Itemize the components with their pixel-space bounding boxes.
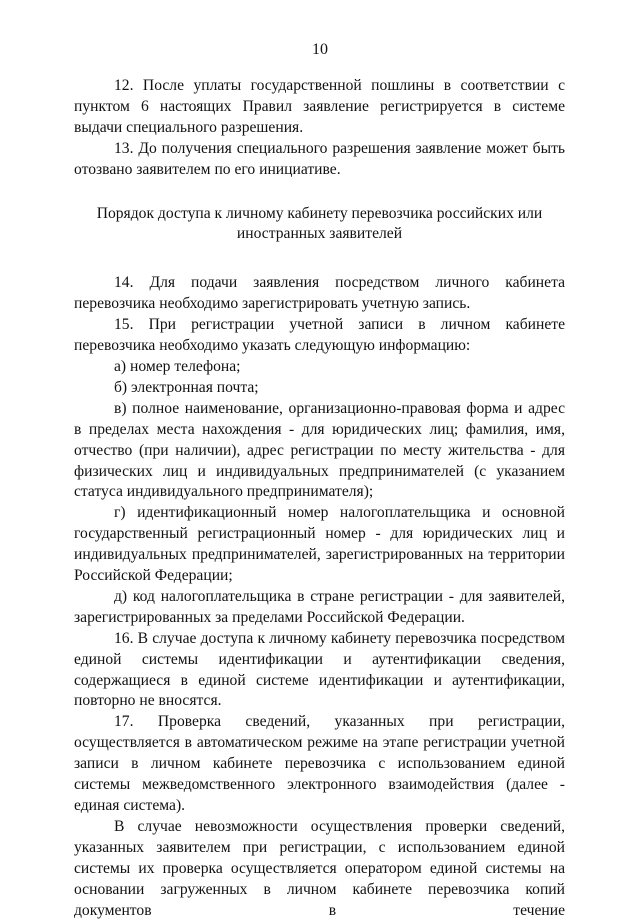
list-item-a: а) номер телефона; [114,357,241,375]
list-item-v: в) полное наименование, организационно-правовая форма и адрес в пределах места нахождения - для юридических лиц; фамилия, имя, отчество (при наличии), адрес регистрации по месту жительства - для физических лиц и индивидуальных предпринимателей (с указанием статуса индивидуального предпринимателя); [74,399,565,501]
section-heading: Порядок доступа к личному кабинету перевозчика российских или иностранных заявителей [96,204,543,243]
list-item-b: б) электронная почта; [114,378,259,396]
paragraph-14: 14. Для подачи заявления посредством личного кабинета перевозчика необходимо зарегистрировать учетную запись. [74,274,565,313]
document-body [74,76,565,921]
paragraph-13: 13. До получения специального разрешения заявление может быть отозвано заявителем по его инициативе. [74,139,565,178]
paragraph-16: 16. В случае доступа к личному кабинету перевозчика посредством единой системы идентификации и аутентификации сведения, содержащиеся в единой системе идентификации и аутентификации, повторно не вносятся. [74,629,565,710]
list-item-g: г) идентификационный номер налогоплательщика и основной государственный регистрационный номер - для юридических лиц и индивидуальных предпринимателей, зарегистрированных на территории Российской Федерации; [74,504,565,585]
list-item-d: д) код налогоплательщика в стране регистрации - для заявителей, зарегистрированных за пределами Российской Федерации. [74,587,565,626]
paragraph-17: 17. Проверка сведений, указанных при регистрации, осуществляется в автоматическом режиме на этапе регистрации учетной записи в личном кабинете перевозчика с использованием единой системы межведомственного электронного взаимодействия (далее - единая система). [74,713,565,814]
page-number: 10 [312,41,328,58]
paragraph-17-continuation: В случае невозможности осуществления проверки сведений, указанных заявителем при регистрации, с использованием единой системы их проверка осуществляется оператором единой системы на основании загруженных в личном кабинете перевозчика копий документов в течение [74,817,565,919]
paragraph-12: 12. После уплаты государственной пошлины в соответствии с пунктом 6 настоящих Правил заявление регистрируется в системе выдачи специального разрешения. [74,77,565,136]
paragraph-15: 15. При регистрации учетной записи в личном кабинете перевозчика необходимо указать следующую информацию: [74,316,565,355]
